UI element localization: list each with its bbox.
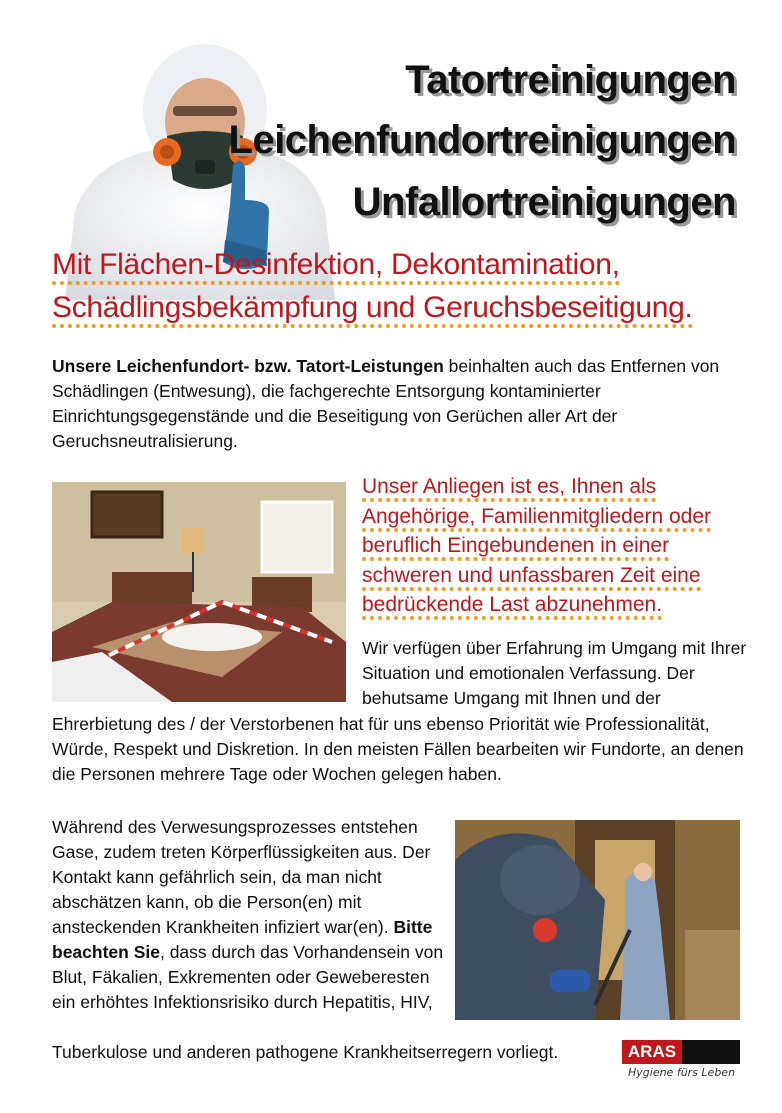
decomposition-text-2: , dass durch das Vorhandensein von Blut, Fäkalien, Exkrementen oder Geweberesten ein erhöhtes Infektionsrisiko durch Hepatitis, HIV, [52, 942, 444, 1012]
cleaning-workers-photo [455, 820, 740, 1020]
quote-line [362, 502, 742, 532]
intro-paragraph [52, 354, 742, 454]
aras-logo-text: ARAS [622, 1040, 682, 1064]
quote-line-5-text: bedrückende Last abzunehmen. [362, 593, 662, 620]
aras-logo [622, 1040, 742, 1084]
intro-bold-lead: Unsere Leichenfundort- bzw. Tatort-Leistungen [52, 356, 444, 376]
title-line-3: Unfallortreinigungen [352, 180, 736, 224]
experience-paragraph-part-a: Wir verfügen über Erfahrung im Umgang mit Ihrer Situation und emotionalen Verfassung. Der behutsame Umgang mit Ihnen und der [362, 638, 747, 708]
subtitle-line-1-text: Mit Flächen-Desinfektion, Dekontamination, [52, 248, 620, 285]
quote-line [362, 531, 742, 561]
title-line-2: Leichenfundortreinigungen [228, 118, 736, 162]
decomposition-paragraph [52, 815, 452, 1015]
quote-line [362, 590, 742, 620]
aras-logo-side-panel [682, 1040, 740, 1064]
subtitle-line-2-text: Schädlingsbekämpfung und Geruchsbeseitigung. [52, 291, 693, 328]
subtitle-line-2 [52, 291, 693, 325]
crime-scene-room-photo [52, 482, 346, 702]
quote-line-1-text: Unser Anliegen ist es, Ihnen als [362, 475, 656, 502]
decomposition-bold-lead: Bitte beachten Sie [52, 917, 433, 962]
quote-line-3-text: beruflich Eingebundenen in einer [362, 534, 669, 561]
intro-text: beinhalten auch das Entfernen von Schädlingen (Entwesung), die fachgerechte Entsorgung kontaminierter Einrichtungsgegenstände und die Beseitigung von Gerüchen aller Art der Geruchsneutralisierung. [52, 356, 720, 451]
decomposition-text: Während des Verwesungsprozesses entstehen Gase, zudem treten Körperflüssigkeiten aus. Der Kontakt kann gefährlich sein, da man nicht abschätzen kann, ob die Person(en) mit ansteckenden Krankheiten infiziert war(en). [52, 817, 431, 937]
aras-tagline: Hygiene fürs Leben [628, 1066, 736, 1079]
quote-line [362, 472, 742, 502]
title-line-1: Tatortreinigungen [405, 58, 736, 102]
quote-line [362, 561, 742, 591]
quote-line-4-text: schweren und unfassbaren Zeit eine [362, 564, 701, 591]
highlight-quote [362, 472, 742, 620]
experience-paragraph-part-b: Ehrerbietung des / der Verstorbenen hat für uns ebenso Priorität wie Professionalität, Würde, Respekt und Diskretion. In den meisten Fällen bearbeiten wir Fundorte, an denen die Personen mehrere Tage oder Wochen gelegen haben. [52, 714, 744, 784]
quote-line-2-text: Angehörige, Familienmitgliedern oder [362, 505, 711, 532]
decomposition-last-line: Tuberkulose und anderen pathogene Krankheitserregern vorliegt. [52, 1042, 559, 1062]
subtitle-line-1 [52, 248, 620, 282]
